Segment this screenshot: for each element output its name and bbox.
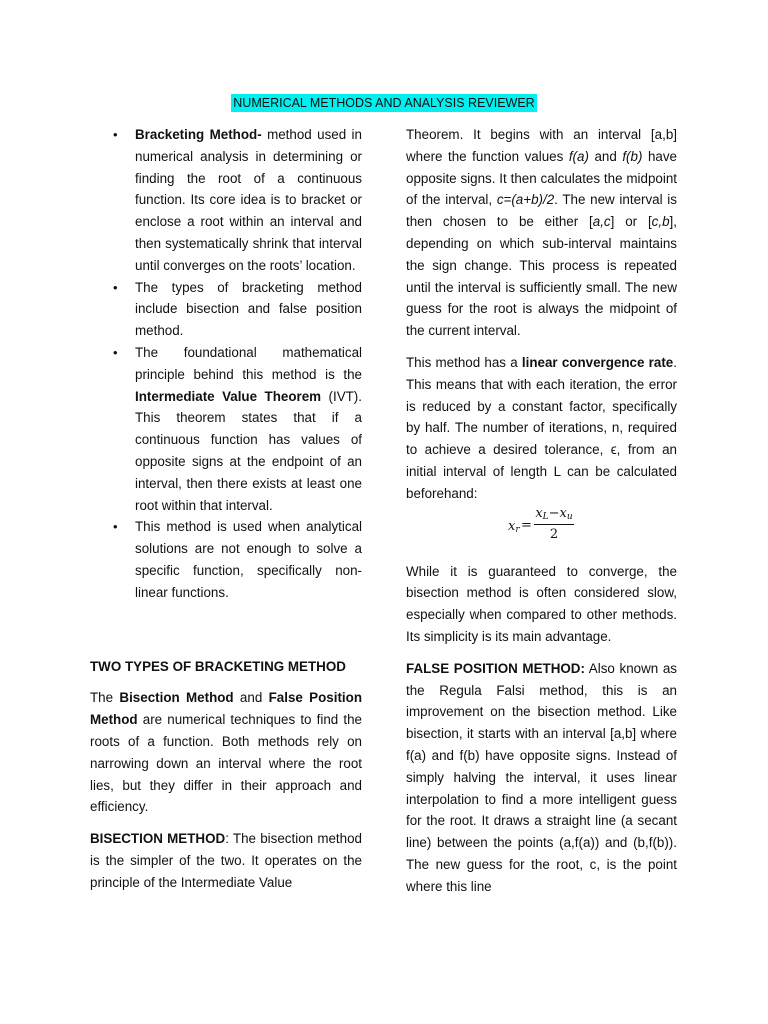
formula-fraction [534, 505, 574, 544]
formula-var: x [508, 518, 516, 534]
formula-sub: L [542, 511, 549, 522]
text-run: : The bisection method is the simpler of the two. It operates on the principle of the Intermediate Value [90, 831, 362, 890]
bisection-continued-paragraph [406, 124, 677, 342]
text-run: ] or [ [610, 214, 652, 230]
text-run: Theorem. It begins with an interval [a,b] where the function values [406, 127, 677, 164]
slow-paragraph: While it is guaranteed to converge, the bisection method is often considered slow, especially when compared to other methods. Its simplicity is its main advantage. [406, 563, 677, 644]
false-position-paragraph [406, 658, 677, 898]
formula-sub: r [515, 524, 520, 535]
math-term: a,c [592, 214, 611, 230]
section-heading: TWO TYPES OF BRACKETING METHOD [90, 658, 346, 674]
text-run: This method has a [406, 354, 522, 370]
bullet-item-ivt [90, 342, 362, 516]
text-run: and [588, 148, 623, 164]
convergence-paragraph [406, 352, 677, 505]
bullet-icon: • [113, 127, 118, 142]
bold-term: linear convergence rate [521, 354, 674, 370]
text-run: have opposite signs. It then calculates the midpoint of the interval, [406, 148, 677, 208]
formula-var: x [535, 505, 543, 521]
math-term: f(a) [568, 148, 589, 164]
formula-minus: − [548, 505, 560, 521]
math-term: c=(a+b)/2 [496, 192, 555, 208]
title-wrap [0, 94, 768, 112]
right-column [406, 124, 677, 898]
bullet-item-bracketing [90, 124, 362, 277]
false-position-label: FALSE POSITION METHOD: [406, 660, 585, 676]
math-term: f(b) [622, 148, 643, 164]
bullet-text: This method is used when analytical solutions are not enough to solve a specific function, specifically non-linear functions. [135, 519, 362, 600]
formula-denominator: 2 [549, 526, 559, 542]
formula-numerator [534, 505, 574, 523]
bullet-icon: • [113, 279, 118, 295]
bullet-item-usage [90, 516, 362, 603]
bullet-icon: • [113, 519, 118, 535]
bullet-text: method used in numerical analysis in determining or finding the root of a continuous function. Its core idea is to bracket or enclose a root within an interval and then systematically shrink that interval until converges on the roots’ location. [135, 127, 362, 273]
bullet-list [90, 124, 362, 604]
bullet-bold: Bracketing Method- [135, 127, 262, 142]
formula-equals: = [521, 517, 532, 533]
bullet-text: The foundational mathematical principle behind this method is the [135, 344, 362, 382]
text-run: ], depending on which sub-interval maintains the sign change. This process is repeated until the interval is sufficiently small. The new guess for the root is always the midpoint of the current interval. [406, 214, 677, 339]
formula-var: x [559, 505, 567, 521]
bold-term: Bisection Method [119, 690, 234, 706]
fraction-bar [534, 524, 574, 525]
bullet-bold: Intermediate Value Theorem [135, 388, 322, 404]
bullet-text: (IVT). This theorem states that if a continuous function has values of opposite signs at the endpoint of an interval, then there exists at least one root within that interval. [135, 388, 362, 513]
text-run: are numerical techniques to find the roots of a function. Both methods rely on narrowing down an interval where the root lies, but they differ in their approach and efficiency. [90, 712, 362, 815]
math-term: c,b [651, 214, 670, 230]
text-run: and [233, 690, 269, 706]
text-run: Also known as the Regula Falsi method, this is an improvement on the bisection method. Like bisection, it starts with an interval [a,b] where f(a) and f(b) have opposite signs. Instead of simply halving the interval, it uses linear interpolation to find a more intelligent guess for the root. It draws a straight line (a secant line) between the points (a,f(a)) and (b,f(b)). The new guess for the root, c, is the point where this line [406, 660, 677, 894]
bullet-icon: • [113, 344, 118, 360]
text-run: . This means that with each iteration, the error is reduced by a constant factor, specifically by half. The number of iterations, n, required to achieve a desired tolerance, ϵ, from an initial interval of length L can be calculated beforehand: [406, 354, 677, 501]
formula-sub: u [566, 511, 573, 522]
bullet-text: The types of bracketing method include bisection and false position method. [135, 279, 362, 339]
two-types-paragraph [90, 687, 362, 818]
document-title: NUMERICAL METHODS AND ANALYSIS REVIEWER [233, 96, 535, 110]
bold-term: False Position Method [90, 690, 362, 728]
left-column [90, 124, 362, 894]
bullet-item-types [90, 277, 362, 342]
text-run: The [90, 690, 120, 706]
formula-lhs [508, 516, 520, 538]
text-run: . The new interval is then chosen to be either [ [406, 192, 677, 230]
bisection-label: BISECTION METHOD [90, 831, 226, 847]
bisection-intro-paragraph [90, 828, 362, 893]
midpoint-formula [406, 505, 677, 561]
